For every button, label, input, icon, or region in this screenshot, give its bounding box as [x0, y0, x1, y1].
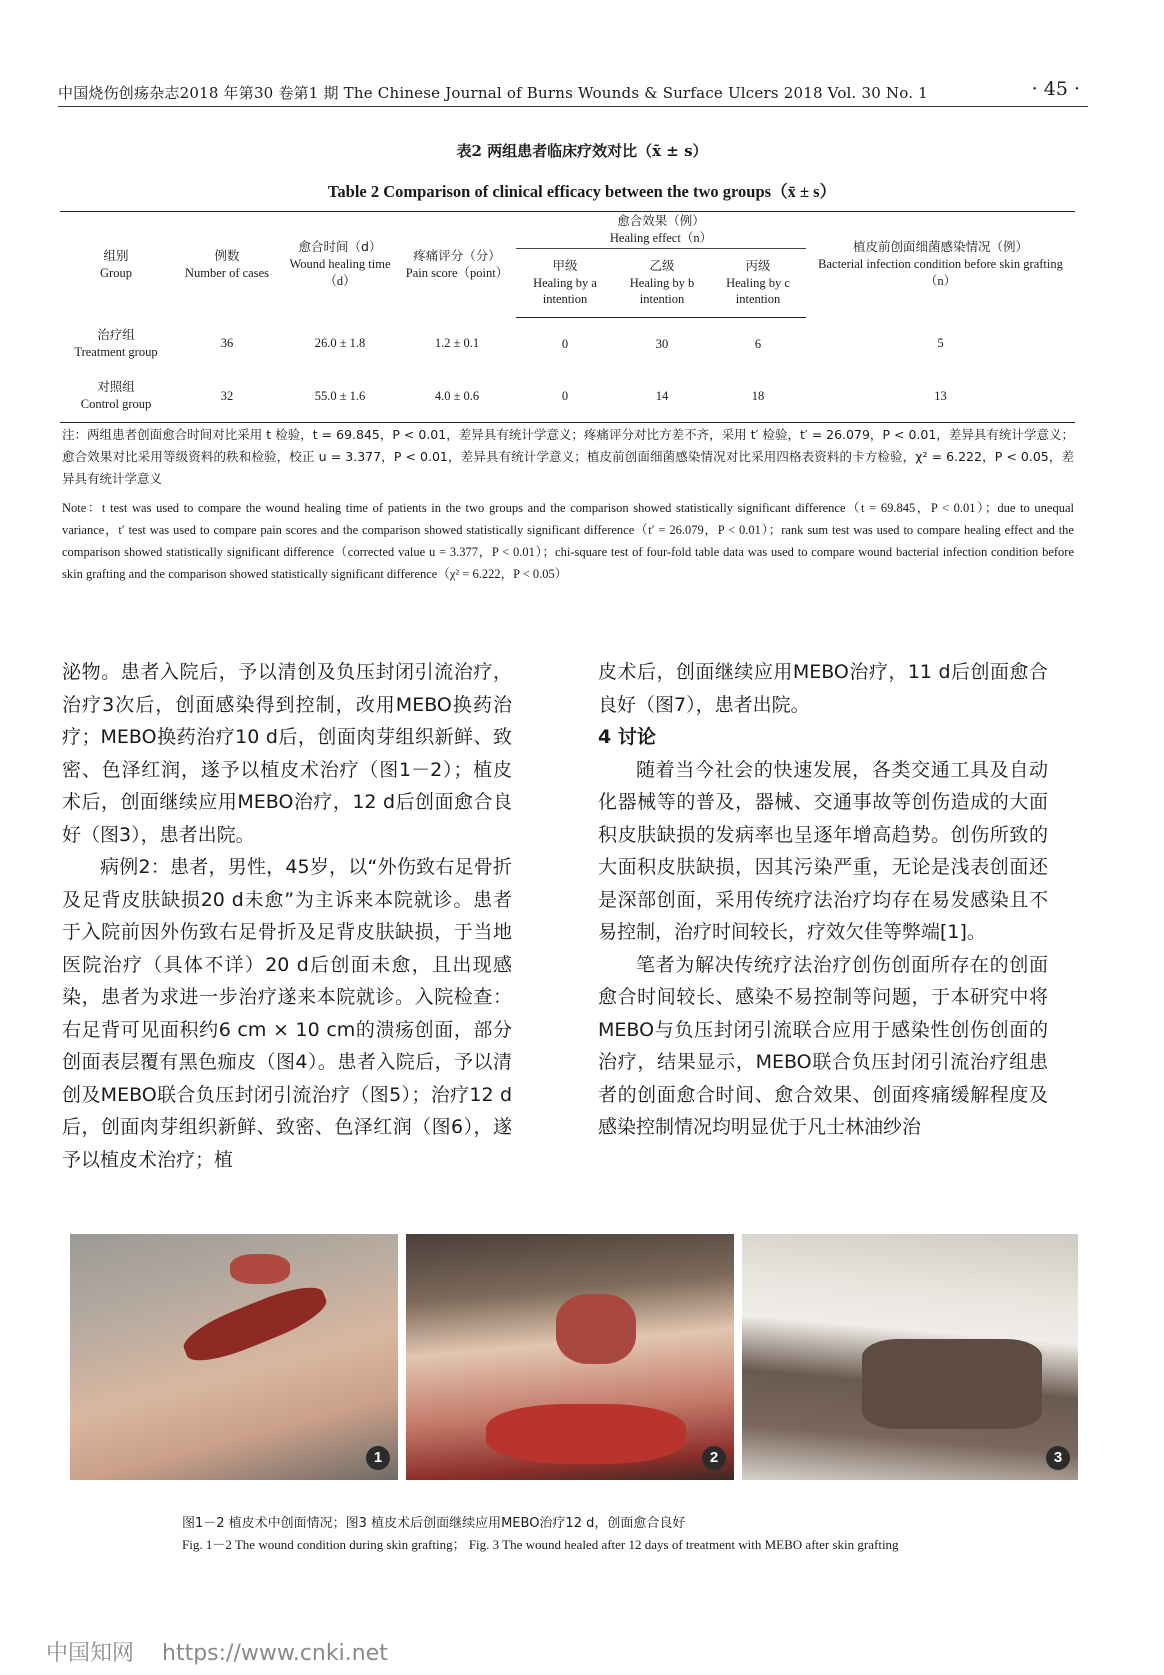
figure-photo-3: [742, 1234, 1078, 1480]
figure-caption-zh: 图1－2 植皮术中创面情况；图3 植皮术后创面继续应用MEBO治疗12 d，创面愈合良好: [182, 1516, 686, 1531]
running-header: 中国烧伤创疡杂志2018 年第30 卷第1 期 The Chinese Journal of Burns Wounds & Surface Ulcers 2018 Vol. 30 No. 1: [58, 84, 928, 102]
results-table: [60, 211, 1075, 423]
cell-grade-c: 18: [710, 370, 806, 423]
cell-healing-time: 26.0 ± 1.8: [314, 336, 366, 351]
cell-pain: 4.0 ± 0.6: [398, 370, 516, 423]
body-column-right: [598, 656, 1048, 1144]
figure-photo-1: [70, 1234, 398, 1480]
table-row: [60, 370, 1075, 423]
header-infection: 植皮前创面细菌感染情况（例） Bacterial infection condition before skin grafting（n）: [806, 212, 1075, 318]
figure-caption-en: Fig. 1－2 The wound condition during skin grafting； Fig. 3 The wound healed after 12 days of treatment with MEBO after skin grafting: [182, 1537, 899, 1552]
cell-grade-b: 30: [655, 336, 669, 351]
body-paragraph: 皮术后，创面继续应用MEBO治疗，11 d后创面愈合良好（图7），患者出院。: [598, 661, 1048, 716]
cell-pain: 1.2 ± 0.1: [434, 336, 480, 351]
figure-label: 1: [366, 1446, 390, 1470]
header-healing-effect: 愈合效果（例） Healing effect（n）: [516, 212, 806, 249]
body-paragraph: 随着当今社会的快速发展，各类交通工具及自动化器械等的普及，器械、交通事故等创伤造成的大面积皮肤缺损的发病率也呈逐年增高趋势。创伤所致的大面积皮肤缺损，因其污染严重，无论是浅表创面还是深部创面，采用传统疗法治疗均存在易发感染且不易控制，治疗时间较长，疗效欠佳等弊端[1]。: [598, 758, 1048, 943]
table-caption-zh: 表2 两组患者临床疗效对比（x̄ ± s）: [456, 142, 708, 160]
cnki-watermark: [46, 1636, 388, 1667]
cell-group: 治疗组 Treatment group: [74, 326, 158, 359]
header-cases: 例数 Number of cases: [172, 212, 282, 318]
header-grade-c: 丙级 Healing by c intention: [710, 249, 806, 318]
table-row: [60, 318, 1075, 371]
figure-photo-2: [406, 1234, 734, 1480]
table-note-zh: 注：两组患者创面愈合时间对比采用 t 检验，t = 69.845，P < 0.01，差异具有统计学意义；疼痛评分对比方差不齐，采用 t′ 检验，t′ = 26.079，P < 0.01，差异具有统计学意义；愈合效果对比采用等级资料的秩和检验，校正 u = 3.377，P < 0.01，差异具有统计学意义；植皮前创面细菌感染情况对比采用四格表资料的卡方检验，χ² = 6.222，P < 0.05，差异具有统计学意义: [62, 427, 1074, 486]
cell-grade-c: 6: [754, 336, 762, 351]
figure-label: 3: [1046, 1446, 1070, 1470]
table-caption-en: Table 2 Comparison of clinical efficacy between the two groups（x̄ ± s）: [327, 182, 837, 201]
cell-infection: 5: [937, 336, 944, 351]
page-number: · 45 ·: [1031, 78, 1080, 100]
header-healing-time: 愈合时间（d） Wound healing time（d）: [282, 212, 398, 318]
watermark-url[interactable]: https://www.cnki.net: [162, 1641, 388, 1666]
cell-healing-time: 55.0 ± 1.6: [282, 370, 398, 423]
header-grade-b: 乙级 Healing by b intention: [614, 249, 710, 318]
header-group: 组别 Group: [60, 212, 172, 318]
cell-grade-a: 0: [561, 336, 569, 351]
cell-grade-b: 14: [614, 370, 710, 423]
section-heading: 4 讨论: [598, 726, 656, 748]
body-column-left: [62, 656, 512, 1176]
cell-infection: 13: [806, 370, 1075, 423]
figure-label: 2: [702, 1446, 726, 1470]
body-paragraph: 泌物。患者入院后，予以清创及负压封闭引流治疗，治疗3次后，创面感染得到控制，改用MEBO换药治疗；MEBO换药治疗10 d后，创面肉芽组织新鲜、致密、色泽红润，遂予以植皮术治疗（图1－2）；植皮术后，创面继续应用MEBO治疗，12 d后创面愈合良好（图3），患者出院。: [62, 661, 512, 846]
figure-caption: [182, 1513, 1062, 1555]
cell-group: 对照组 Control group: [60, 370, 172, 423]
table-note-en: Note：t test was used to compare the wound healing time of patients in the two groups and the comparison showed statistically significant difference（t = 69.845，P < 0.01）；due to unequal variance，t′ test was used to compare pain scores and the comparison showed statistically significant difference（t′ = 26.079，P < 0.01）；rank sum test was used to compare healing effect and the comparison showed statistically significant difference（corrected value u = 3.377，P < 0.01）；chi-square test of four-fold table data was used to compare wound bacterial infection condition before skin grafting and the comparison showed statistically significant difference（χ² = 6.222，P < 0.05）: [62, 501, 1074, 581]
header-grade-a: 甲级 Healing by a intention: [516, 249, 614, 318]
cell-cases: 36: [220, 336, 234, 351]
cell-grade-a: 0: [516, 370, 614, 423]
header-pain-score: 疼痛评分（分） Pain score（point）: [398, 212, 516, 318]
header-rule: [58, 106, 1088, 107]
body-paragraph: 笔者为解决传统疗法治疗创伤创面所存在的创面愈合时间较长、感染不易控制等问题，于本研究中将MEBO与负压封闭引流联合应用于感染性创伤创面的治疗，结果显示，MEBO联合负压封闭引流治疗组患者的创面愈合时间、愈合效果、创面疼痛缓解程度及感染控制情况均明显优于凡士林油纱治: [598, 953, 1048, 1138]
watermark-site: 中国知网: [46, 1641, 135, 1666]
cell-cases: 32: [172, 370, 282, 423]
body-paragraph: 病例2：患者，男性，45岁，以“外伤致右足骨折及足背皮肤缺损20 d未愈”为主诉来本院就诊。患者于入院前因外伤致右足骨折及足背皮肤缺损，于当地医院治疗（具体不详）20 d后创面未愈，且出现感染，患者为求进一步治疗遂来本院就诊。入院检查：右足背可见面积约6 cm × 10 cm的溃疡创面，部分创面表层覆有黑色痂皮（图4）。患者入院后，予以清创及MEBO联合负压封闭引流治疗（图5）；治疗12 d后，创面肉芽组织新鲜、致密、色泽红润（图6），遂予以植皮术治疗；植: [62, 856, 512, 1171]
